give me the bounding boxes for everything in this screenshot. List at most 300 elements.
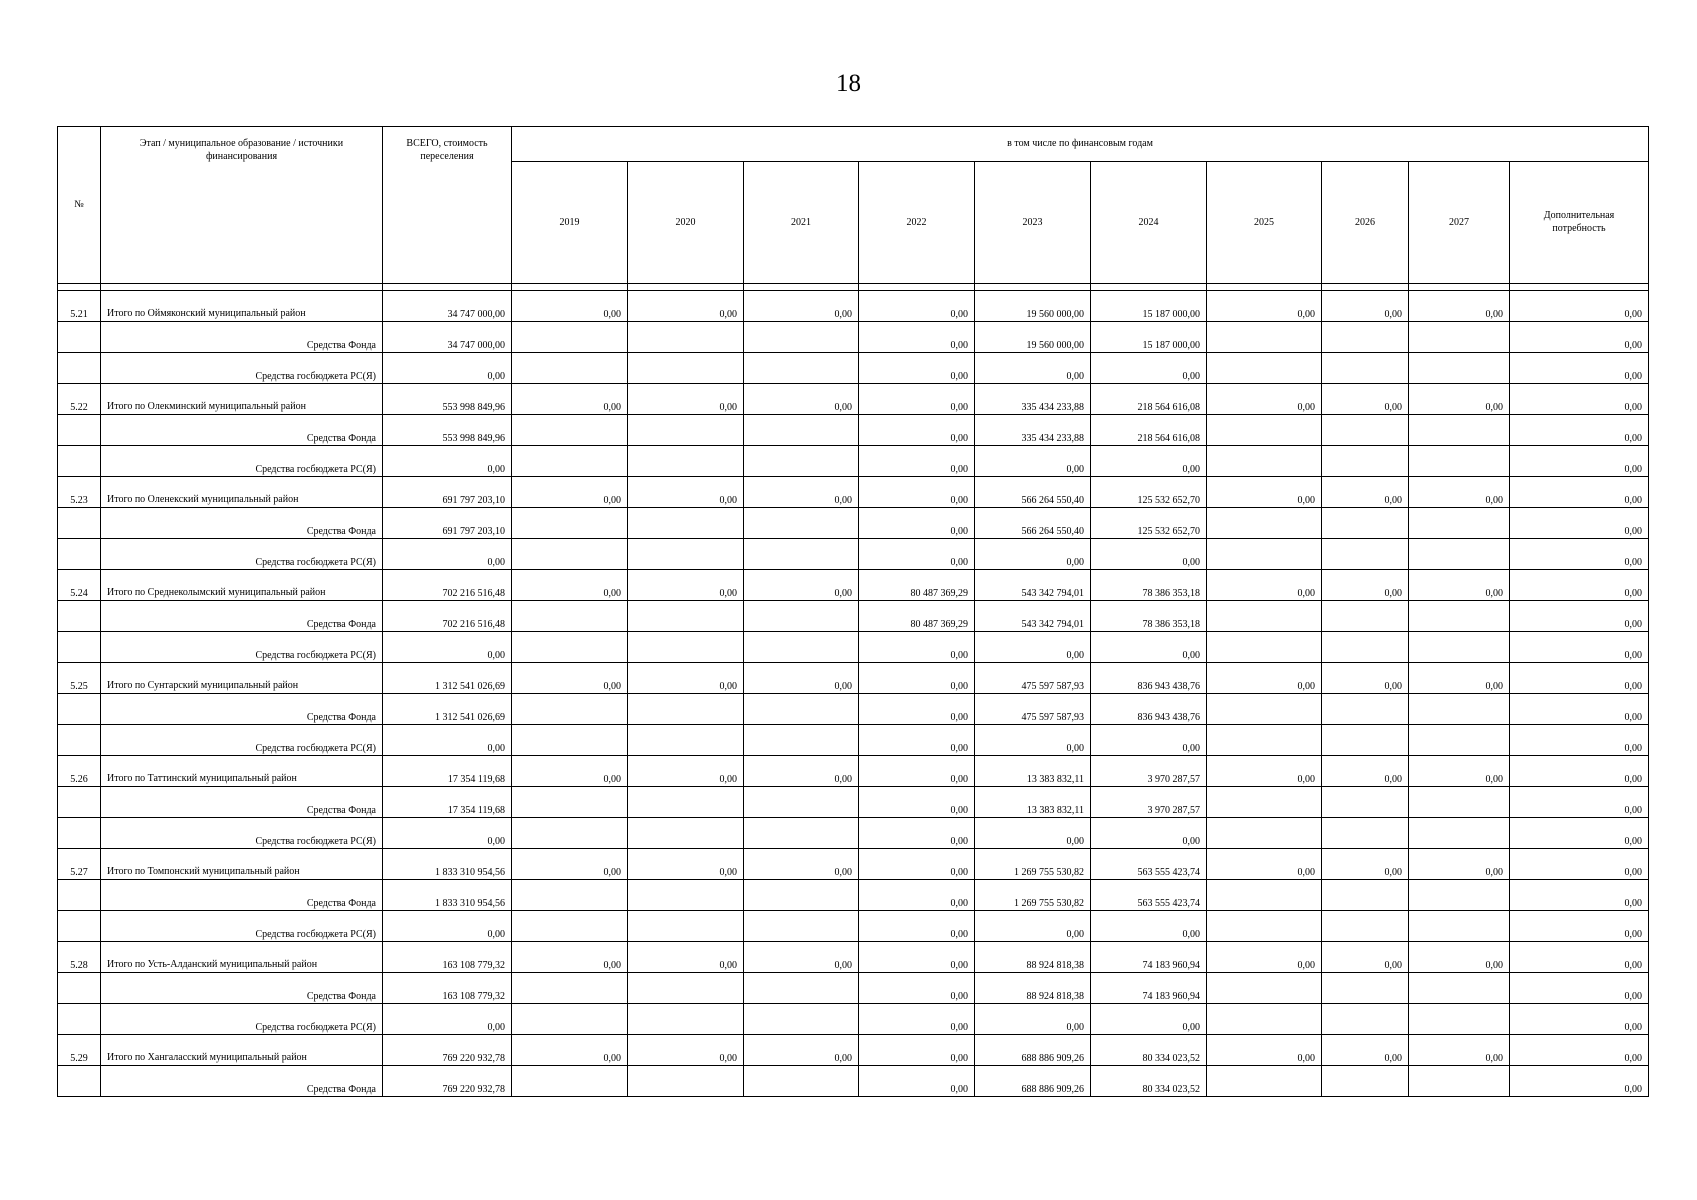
row-number	[58, 818, 101, 849]
year-value-cell: 0,00	[1322, 942, 1409, 973]
header-year-2021: 2021	[744, 162, 859, 284]
year-value-cell: 0,00	[859, 787, 975, 818]
table-row-total	[58, 756, 1649, 787]
funding-source-name: Средства госбюджета РС(Я)	[101, 539, 383, 570]
municipality-name: Итого по Усть-Алданский муниципальный район	[101, 942, 383, 973]
year-value-cell	[1322, 632, 1409, 663]
year-value-cell	[628, 539, 744, 570]
total-cost-cell: 34 747 000,00	[383, 291, 512, 322]
year-value-cell: 80 487 369,29	[859, 601, 975, 632]
row-number	[58, 787, 101, 818]
year-value-cell: 80 334 023,52	[1091, 1066, 1207, 1097]
total-cost-cell: 1 833 310 954,56	[383, 880, 512, 911]
table-row-source	[58, 446, 1649, 477]
year-value-cell: 0,00	[975, 818, 1091, 849]
year-value-cell: 0,00	[1091, 632, 1207, 663]
total-cost-cell: 0,00	[383, 911, 512, 942]
row-number	[58, 508, 101, 539]
year-value-cell: 74 183 960,94	[1091, 973, 1207, 1004]
additional-need-cell: 0,00	[1510, 694, 1649, 725]
total-cost-cell: 163 108 779,32	[383, 942, 512, 973]
year-value-cell: 0,00	[1322, 570, 1409, 601]
funding-source-name: Средства Фонда	[101, 601, 383, 632]
total-cost-cell: 0,00	[383, 632, 512, 663]
year-value-cell	[512, 911, 628, 942]
year-value-cell: 475 597 587,93	[975, 694, 1091, 725]
year-value-cell: 0,00	[975, 539, 1091, 570]
year-value-cell: 0,00	[1322, 384, 1409, 415]
year-value-cell: 1 269 755 530,82	[975, 849, 1091, 880]
year-value-cell	[744, 353, 859, 384]
year-value-cell	[1207, 322, 1322, 353]
row-number: 5.26	[58, 756, 101, 787]
year-value-cell: 0,00	[1322, 663, 1409, 694]
year-value-cell: 0,00	[859, 911, 975, 942]
funding-source-name: Средства Фонда	[101, 322, 383, 353]
year-value-cell	[744, 911, 859, 942]
year-value-cell	[512, 880, 628, 911]
municipality-name: Итого по Оймяконский муниципальный район	[101, 291, 383, 322]
year-value-cell: 0,00	[859, 942, 975, 973]
funding-source-name: Средства Фонда	[101, 508, 383, 539]
year-value-cell: 88 924 818,38	[975, 973, 1091, 1004]
year-value-cell: 566 264 550,40	[975, 508, 1091, 539]
table-row-source	[58, 508, 1649, 539]
year-value-cell: 836 943 438,76	[1091, 663, 1207, 694]
year-value-cell: 0,00	[744, 477, 859, 508]
table-row-source	[58, 322, 1649, 353]
additional-need-cell: 0,00	[1510, 570, 1649, 601]
table-row-source	[58, 1004, 1649, 1035]
additional-need-cell: 0,00	[1510, 291, 1649, 322]
year-value-cell: 0,00	[1207, 942, 1322, 973]
year-value-cell: 0,00	[512, 663, 628, 694]
year-value-cell: 0,00	[512, 291, 628, 322]
year-value-cell	[1409, 787, 1510, 818]
additional-need-cell: 0,00	[1510, 446, 1649, 477]
table-row-source	[58, 601, 1649, 632]
year-value-cell	[1322, 880, 1409, 911]
year-value-cell: 0,00	[859, 1004, 975, 1035]
year-value-cell: 0,00	[859, 291, 975, 322]
funding-source-name: Средства госбюджета РС(Я)	[101, 911, 383, 942]
municipality-name: Итого по Таттинский муниципальный район	[101, 756, 383, 787]
year-value-cell	[512, 1066, 628, 1097]
year-value-cell: 0,00	[1091, 725, 1207, 756]
row-number	[58, 725, 101, 756]
additional-need-cell: 0,00	[1510, 415, 1649, 446]
year-value-cell: 0,00	[1409, 570, 1510, 601]
year-value-cell	[512, 353, 628, 384]
table-row-source	[58, 694, 1649, 725]
year-value-cell	[628, 353, 744, 384]
year-value-cell	[628, 322, 744, 353]
year-value-cell	[1409, 601, 1510, 632]
year-value-cell: 125 532 652,70	[1091, 508, 1207, 539]
additional-need-cell: 0,00	[1510, 477, 1649, 508]
total-cost-cell: 163 108 779,32	[383, 973, 512, 1004]
row-number	[58, 539, 101, 570]
year-value-cell	[744, 787, 859, 818]
year-value-cell	[744, 1004, 859, 1035]
year-value-cell: 0,00	[859, 539, 975, 570]
year-value-cell: 563 555 423,74	[1091, 849, 1207, 880]
total-cost-cell: 34 747 000,00	[383, 322, 512, 353]
year-value-cell	[744, 446, 859, 477]
year-value-cell: 13 383 832,11	[975, 756, 1091, 787]
year-value-cell: 0,00	[859, 849, 975, 880]
row-number: 5.28	[58, 942, 101, 973]
year-value-cell: 543 342 794,01	[975, 601, 1091, 632]
year-value-cell: 0,00	[1322, 477, 1409, 508]
municipality-name: Итого по Сунтарский муниципальный район	[101, 663, 383, 694]
year-value-cell: 0,00	[859, 322, 975, 353]
header-year-2027: 2027	[1409, 162, 1510, 284]
year-value-cell	[1322, 694, 1409, 725]
year-value-cell	[512, 508, 628, 539]
year-value-cell: 0,00	[1091, 539, 1207, 570]
year-value-cell	[512, 725, 628, 756]
year-value-cell	[744, 973, 859, 1004]
year-value-cell: 0,00	[859, 353, 975, 384]
year-value-cell	[512, 787, 628, 818]
year-value-cell	[1409, 818, 1510, 849]
table-row-source	[58, 818, 1649, 849]
year-value-cell	[512, 1004, 628, 1035]
year-value-cell: 0,00	[744, 1035, 859, 1066]
year-value-cell: 0,00	[1207, 477, 1322, 508]
year-value-cell: 0,00	[744, 570, 859, 601]
table-row-source	[58, 1066, 1649, 1097]
additional-need-cell: 0,00	[1510, 663, 1649, 694]
table-row-total	[58, 849, 1649, 880]
row-number	[58, 911, 101, 942]
year-value-cell	[744, 415, 859, 446]
additional-need-cell: 0,00	[1510, 1066, 1649, 1097]
total-cost-cell: 0,00	[383, 1004, 512, 1035]
total-cost-cell: 1 833 310 954,56	[383, 849, 512, 880]
municipality-name: Итого по Олекминский муниципальный район	[101, 384, 383, 415]
year-value-cell	[1409, 880, 1510, 911]
year-value-cell: 335 434 233,88	[975, 415, 1091, 446]
year-value-cell: 13 383 832,11	[975, 787, 1091, 818]
year-value-cell: 19 560 000,00	[975, 291, 1091, 322]
year-value-cell: 0,00	[1091, 911, 1207, 942]
year-value-cell	[1322, 725, 1409, 756]
row-number	[58, 1004, 101, 1035]
year-value-cell	[1207, 787, 1322, 818]
row-number	[58, 322, 101, 353]
year-value-cell	[628, 973, 744, 1004]
year-value-cell: 0,00	[744, 384, 859, 415]
header-year-2023: 2023	[975, 162, 1091, 284]
header-row-group	[58, 127, 1649, 162]
table-row-source	[58, 787, 1649, 818]
year-value-cell	[1322, 508, 1409, 539]
year-value-cell: 0,00	[859, 663, 975, 694]
year-value-cell	[628, 725, 744, 756]
year-value-cell: 15 187 000,00	[1091, 322, 1207, 353]
year-value-cell: 0,00	[859, 818, 975, 849]
year-value-cell	[1409, 353, 1510, 384]
year-value-cell: 0,00	[859, 508, 975, 539]
spacer-row	[58, 284, 1649, 291]
year-value-cell	[1322, 818, 1409, 849]
table-row-source	[58, 725, 1649, 756]
year-value-cell	[1207, 694, 1322, 725]
year-value-cell: 688 886 909,26	[975, 1066, 1091, 1097]
table-row-total	[58, 663, 1649, 694]
table-row-source	[58, 539, 1649, 570]
year-value-cell: 0,00	[1322, 849, 1409, 880]
total-cost-cell: 1 312 541 026,69	[383, 694, 512, 725]
year-value-cell	[1322, 601, 1409, 632]
total-cost-cell: 769 220 932,78	[383, 1066, 512, 1097]
total-cost-cell: 0,00	[383, 818, 512, 849]
year-value-cell: 0,00	[859, 725, 975, 756]
year-value-cell	[628, 601, 744, 632]
year-value-cell	[1322, 539, 1409, 570]
year-value-cell	[1207, 911, 1322, 942]
year-value-cell	[628, 911, 744, 942]
year-value-cell	[1322, 911, 1409, 942]
year-value-cell: 0,00	[1409, 477, 1510, 508]
year-value-cell	[1409, 973, 1510, 1004]
year-value-cell	[628, 508, 744, 539]
year-value-cell: 0,00	[975, 632, 1091, 663]
year-value-cell: 543 342 794,01	[975, 570, 1091, 601]
row-number: 5.27	[58, 849, 101, 880]
total-cost-cell: 702 216 516,48	[383, 601, 512, 632]
total-cost-cell: 0,00	[383, 446, 512, 477]
year-value-cell	[744, 539, 859, 570]
year-value-cell: 0,00	[512, 849, 628, 880]
year-value-cell: 0,00	[628, 849, 744, 880]
table-row-source	[58, 911, 1649, 942]
year-value-cell: 0,00	[859, 973, 975, 1004]
year-value-cell: 0,00	[1091, 353, 1207, 384]
table-row-source	[58, 880, 1649, 911]
year-value-cell: 0,00	[628, 384, 744, 415]
year-value-cell	[1207, 415, 1322, 446]
year-value-cell: 0,00	[1091, 1004, 1207, 1035]
year-value-cell	[628, 415, 744, 446]
funding-source-name: Средства Фонда	[101, 787, 383, 818]
year-value-cell	[1409, 508, 1510, 539]
page-number: 18	[836, 70, 861, 97]
additional-need-cell: 0,00	[1510, 353, 1649, 384]
year-value-cell	[512, 539, 628, 570]
year-value-cell: 0,00	[1409, 663, 1510, 694]
row-number: 5.24	[58, 570, 101, 601]
year-value-cell: 0,00	[859, 446, 975, 477]
year-value-cell: 80 487 369,29	[859, 570, 975, 601]
year-value-cell	[1409, 415, 1510, 446]
year-value-cell: 15 187 000,00	[1091, 291, 1207, 322]
year-value-cell: 0,00	[1322, 291, 1409, 322]
year-value-cell	[512, 818, 628, 849]
year-value-cell	[512, 446, 628, 477]
year-value-cell	[628, 1004, 744, 1035]
year-value-cell	[1207, 725, 1322, 756]
header-year-2025: 2025	[1207, 162, 1322, 284]
year-value-cell	[1409, 1004, 1510, 1035]
year-value-cell: 0,00	[628, 477, 744, 508]
year-value-cell: 0,00	[744, 663, 859, 694]
total-cost-cell: 17 354 119,68	[383, 756, 512, 787]
year-value-cell	[1409, 725, 1510, 756]
year-value-cell	[1207, 353, 1322, 384]
year-value-cell: 0,00	[628, 663, 744, 694]
year-value-cell	[744, 322, 859, 353]
additional-need-cell: 0,00	[1510, 384, 1649, 415]
year-value-cell: 0,00	[512, 477, 628, 508]
municipality-name: Итого по Среднеколымский муниципальный район	[101, 570, 383, 601]
year-value-cell	[744, 601, 859, 632]
year-value-cell	[512, 694, 628, 725]
row-number	[58, 353, 101, 384]
additional-need-cell: 0,00	[1510, 756, 1649, 787]
table-row-source	[58, 353, 1649, 384]
row-number	[58, 415, 101, 446]
year-value-cell: 0,00	[1207, 291, 1322, 322]
year-value-cell: 0,00	[1207, 756, 1322, 787]
row-number	[58, 1066, 101, 1097]
header-year-2026: 2026	[1322, 162, 1409, 284]
year-value-cell	[744, 1066, 859, 1097]
year-value-cell: 688 886 909,26	[975, 1035, 1091, 1066]
year-value-cell	[1322, 1004, 1409, 1035]
year-value-cell	[1207, 973, 1322, 1004]
additional-need-cell: 0,00	[1510, 1004, 1649, 1035]
row-number	[58, 632, 101, 663]
year-value-cell: 0,00	[859, 477, 975, 508]
table-row-source	[58, 415, 1649, 446]
year-value-cell: 0,00	[1409, 942, 1510, 973]
year-value-cell: 0,00	[628, 942, 744, 973]
year-value-cell	[628, 632, 744, 663]
additional-need-cell: 0,00	[1510, 787, 1649, 818]
year-value-cell	[628, 818, 744, 849]
header-name: Этап / муниципальное образование / источники финансирования	[101, 127, 383, 284]
total-cost-cell: 0,00	[383, 725, 512, 756]
year-value-cell	[1322, 415, 1409, 446]
year-value-cell: 0,00	[975, 725, 1091, 756]
year-value-cell: 0,00	[975, 1004, 1091, 1035]
year-value-cell: 78 386 353,18	[1091, 601, 1207, 632]
year-value-cell: 0,00	[628, 1035, 744, 1066]
year-value-cell	[1409, 446, 1510, 477]
year-value-cell: 0,00	[512, 756, 628, 787]
header-year-2019: 2019	[512, 162, 628, 284]
additional-need-cell: 0,00	[1510, 1035, 1649, 1066]
year-value-cell: 80 334 023,52	[1091, 1035, 1207, 1066]
year-value-cell	[628, 880, 744, 911]
year-value-cell: 0,00	[859, 756, 975, 787]
row-number	[58, 973, 101, 1004]
year-value-cell	[1322, 1066, 1409, 1097]
header-total: ВСЕГО, стоимость переселения	[383, 127, 512, 284]
year-value-cell	[744, 632, 859, 663]
year-value-cell	[1322, 353, 1409, 384]
year-value-cell: 0,00	[512, 942, 628, 973]
year-value-cell: 218 564 616,08	[1091, 384, 1207, 415]
table-row-total	[58, 1035, 1649, 1066]
total-cost-cell: 1 312 541 026,69	[383, 663, 512, 694]
year-value-cell: 0,00	[744, 849, 859, 880]
municipality-name: Итого по Хангаласский муниципальный район	[101, 1035, 383, 1066]
funding-source-name: Средства Фонда	[101, 880, 383, 911]
row-number: 5.25	[58, 663, 101, 694]
year-value-cell: 3 970 287,57	[1091, 756, 1207, 787]
year-value-cell: 0,00	[859, 1035, 975, 1066]
header-year-2024: 2024	[1091, 162, 1207, 284]
total-cost-cell: 702 216 516,48	[383, 570, 512, 601]
year-value-cell	[1207, 508, 1322, 539]
year-value-cell	[512, 601, 628, 632]
funding-source-name: Средства Фонда	[101, 973, 383, 1004]
year-value-cell	[1322, 787, 1409, 818]
year-value-cell	[1409, 911, 1510, 942]
year-value-cell	[1322, 322, 1409, 353]
year-value-cell	[1207, 632, 1322, 663]
year-value-cell: 0,00	[859, 384, 975, 415]
year-value-cell: 0,00	[1091, 446, 1207, 477]
year-value-cell	[1409, 1066, 1510, 1097]
year-value-cell	[744, 725, 859, 756]
year-value-cell: 475 597 587,93	[975, 663, 1091, 694]
additional-need-cell: 0,00	[1510, 725, 1649, 756]
year-value-cell: 0,00	[1207, 1035, 1322, 1066]
year-value-cell	[1409, 632, 1510, 663]
year-value-cell	[1207, 539, 1322, 570]
year-value-cell	[628, 1066, 744, 1097]
year-value-cell	[512, 415, 628, 446]
additional-need-cell: 0,00	[1510, 849, 1649, 880]
row-number: 5.29	[58, 1035, 101, 1066]
funding-source-name: Средства Фонда	[101, 415, 383, 446]
header-year-2022: 2022	[859, 162, 975, 284]
year-value-cell: 0,00	[744, 942, 859, 973]
year-value-cell: 0,00	[628, 570, 744, 601]
year-value-cell: 125 532 652,70	[1091, 477, 1207, 508]
year-value-cell	[1409, 539, 1510, 570]
year-value-cell: 0,00	[512, 570, 628, 601]
funding-source-name: Средства Фонда	[101, 1066, 383, 1097]
year-value-cell: 0,00	[744, 291, 859, 322]
year-value-cell	[1207, 1004, 1322, 1035]
year-value-cell: 3 970 287,57	[1091, 787, 1207, 818]
additional-need-cell: 0,00	[1510, 942, 1649, 973]
year-value-cell: 78 386 353,18	[1091, 570, 1207, 601]
year-value-cell: 0,00	[1409, 756, 1510, 787]
total-cost-cell: 691 797 203,10	[383, 477, 512, 508]
year-value-cell: 0,00	[1207, 384, 1322, 415]
table-row-source	[58, 973, 1649, 1004]
total-cost-cell: 553 998 849,96	[383, 415, 512, 446]
year-value-cell: 218 564 616,08	[1091, 415, 1207, 446]
year-value-cell: 0,00	[512, 384, 628, 415]
header-years-group: в том числе по финансовым годам	[512, 127, 1649, 162]
year-value-cell	[628, 446, 744, 477]
year-value-cell	[744, 880, 859, 911]
year-value-cell: 0,00	[859, 632, 975, 663]
total-cost-cell: 17 354 119,68	[383, 787, 512, 818]
year-value-cell: 0,00	[1322, 756, 1409, 787]
year-value-cell	[1207, 1066, 1322, 1097]
year-value-cell	[1207, 880, 1322, 911]
year-value-cell: 19 560 000,00	[975, 322, 1091, 353]
